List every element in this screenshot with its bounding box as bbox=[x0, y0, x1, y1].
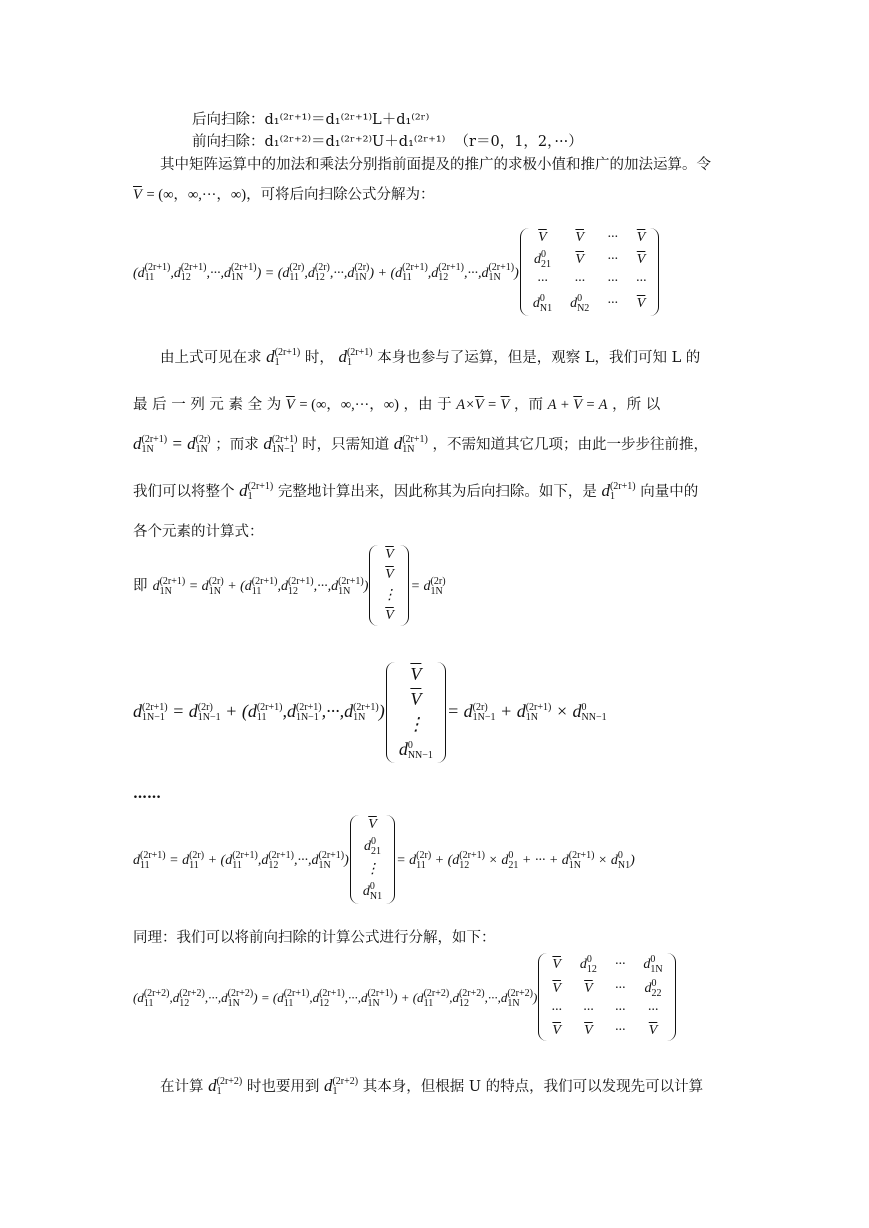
p2-text-a: 由上式可见在求 bbox=[160, 350, 262, 366]
column-vector-1: $\overline{V}$ $\overline{V}$ ⋮ $\overline{V}$ bbox=[373, 545, 405, 626]
p4-text-a: ；而求 bbox=[215, 437, 259, 453]
p2-text-c: 本身也参与了运算，但是，观察 L，我们可知 L 的 bbox=[377, 350, 701, 366]
paragraph-last: 在计算 d (2r+2) 1 时也要用到 d (2r+2) 1 其本身，但根据 U 的特点，我们可以发现先可以计算 bbox=[160, 1076, 704, 1098]
p4-text-b: 时，只需知道 bbox=[302, 437, 390, 453]
p3-text-b: ，由 于 bbox=[403, 397, 452, 413]
p3-text-c: ，而 bbox=[514, 397, 544, 413]
equation-d1N-1: d (2r+1) 1N−1 = d (2r) 1N−1 + (d (2r+1) 11 ,d (2r+1) 1N−1 ,···,d (2r+1) 1N ) $\overline{V}$ $\overline{V}$ ⋮ d 0 NN−1 = d (2r) 1N−1 + d (2r+1) 1N × d 0 NN−1 bbox=[133, 664, 607, 761]
p5-text-c: 向量中的 bbox=[640, 484, 699, 500]
p3-text-a: 最 后 一 列 元 素 全 为 bbox=[133, 397, 282, 413]
forward-formula: d₁⁽²ʳ⁺²⁾＝d₁⁽²ʳ⁺²⁾U＋d₁⁽²ʳ⁺¹⁾ bbox=[264, 134, 446, 150]
paragraph-1b: ，可将后向扫除公式分解为： bbox=[246, 187, 435, 203]
p3-text-d: ，所 以 bbox=[612, 397, 661, 413]
paragraph-2-line-1: 由上式可见在求 d (2r+1) 1 时， d (2r+1) 1 本身也参与了运算，但是，观察 L，我们可知 L 的 bbox=[160, 347, 701, 369]
matrix-L: $\overline{V}$ $\overline{V}$ ··· $\overline{V}$ d 0 21 $\overline{V}$ ··· $\overline{V}$ ··· ··· ··· ··· d 0 N1 d 0 N2 ··· $\overline{V}$ bbox=[524, 228, 655, 316]
paragraph-2-line-2: 最 后 一 列 元 素 全 为 $\overline{V}$ = (∞，∞,···，∞) ，由 于 $A\times\overline{V} = \overline{V}$ ，而 $A + \overline{V} = A$ ，所 以 bbox=[133, 397, 661, 413]
equation-forward-decomposition: (d (2r+2) 11 ,d (2r+2) 12 ,···,d (2r+2) 1N ) = (d (2r+1) 11 ,d (2r+1) 12 ,···,d (2r+1) 1N ) + (d (2r+2) 11 ,d (2r+2) 12 ,···,d (2r+2) 1N ) $\overline{V}$ d 0 12 ··· d 0 1N $\overline{V}$ $\overline{V}$ ··· d 0 22 ··· ··· ··· ··· $\overline{V}$ $\overline{V}$ ··· $\overline{V}$ bbox=[133, 953, 773, 1041]
backward-formula: d₁⁽²ʳ⁺¹⁾＝d₁⁽²ʳ⁺¹⁾L＋d₁⁽²ʳ⁾ bbox=[264, 112, 430, 128]
column-vector-2: $\overline{V}$ $\overline{V}$ ⋮ d 0 NN−1 bbox=[390, 662, 442, 763]
p5-text-a: 我们可以将整个 bbox=[133, 484, 235, 500]
forward-label: 前向扫除： bbox=[192, 134, 265, 150]
backward-label: 后向扫除： bbox=[192, 112, 265, 128]
matrix-U: $\overline{V}$ d 0 12 ··· d 0 1N $\overline{V}$ $\overline{V}$ ··· d 0 22 ··· ··· ··· ··· $\overline{V}$ $\overline{V}$ ··· $\overline{V}$ bbox=[542, 953, 671, 1041]
last-text-b: 时也要用到 bbox=[246, 1079, 320, 1095]
last-text-c: 其本身，但根据 U 的特点，我们可以发现先可以计算 bbox=[362, 1079, 704, 1095]
paragraph-2-line-5: 各个元素的计算式： bbox=[133, 524, 264, 540]
paragraph-tongli: 同理：我们可以将前向扫除的计算公式进行分解，如下： bbox=[133, 930, 496, 946]
equation-backward-decomposition: (d (2r+1) 11 ,d (2r+1) 12 ,···,d (2r+1) 1N ) = (d (2r) 11 ,d (2r) 12 ,···,d (2r) 1N ) + (d (2r+1) 11 ,d (2r+1) 12 ,···,d (2r+1) 1N ) $\overline{V}$ $\overline{V}$ ··· $\overline{V}$ d 0 21 $\overline{V}$ ··· $\overline{V}$ ··· ··· ··· ··· d 0 N1 d 0 N2 ··· $\overline{V}$ bbox=[133, 228, 773, 316]
equation-d1N: 即 d (2r+1) 1N = d (2r) 1N + (d (2r+1) 11 ,d (2r+1) 12 ,···,d (2r+1) 1N ) $\overline{V}$ $\overline{V}$ ⋮ $\overline{V}$ = d (2r) 1N bbox=[133, 545, 773, 626]
v-definition: = (∞，∞,···，∞) bbox=[146, 187, 247, 203]
paragraph-1: 其中矩阵运算中的加法和乘法分别指前面提及的推广的求极小值和推广的加法运算。令 bbox=[160, 157, 711, 173]
equation-d11: d (2r+1) 11 = d (2r) 11 + (d (2r+1) 11 ,d (2r+1) 12 ,···,d (2r+1) 1N ) $\overline{V}$ d 0 21 ⋮ d 0 N1 = d (2r) 11 + (d (2r+1) 12 × d 0 21 + ··· + d (2r+1) 1N × d 0 N1 ) bbox=[133, 817, 635, 902]
paragraph-2-line-3: d (2r+1) 1N = d (2r) 1N ；而求 d (2r+1) 1N−1 时，只需知道 d (2r+1) 1N ，不需知道其它几项；由此一步步往前推， bbox=[133, 434, 708, 456]
p4-text-c: ，不需知道其它几项；由此一步步往前推， bbox=[432, 437, 708, 453]
ellipsis: …… bbox=[133, 786, 161, 802]
backward-sweep-line bbox=[192, 108, 429, 129]
forward-sweep-line bbox=[192, 130, 583, 151]
p2-text-b: 时， bbox=[304, 350, 334, 366]
paragraph-2-line-4: 我们可以将整个 d (2r+1) 1 完整地计算出来，因此称其为后向扫除。如下，是 d (2r+1) 1 向量中的 bbox=[133, 481, 699, 503]
last-text-a: 在计算 bbox=[160, 1079, 204, 1095]
ji-label: 即 bbox=[133, 578, 148, 594]
v-bar-symbol: $\overline{V}$ bbox=[133, 187, 142, 203]
p5-text-b: 完整地计算出来，因此称其为后向扫除。如下，是 bbox=[277, 484, 597, 500]
v-definition-line bbox=[133, 183, 435, 204]
column-vector-3: $\overline{V}$ d 0 21 ⋮ d 0 N1 bbox=[354, 815, 391, 904]
forward-range: （r＝0，1，2，···） bbox=[454, 134, 583, 150]
